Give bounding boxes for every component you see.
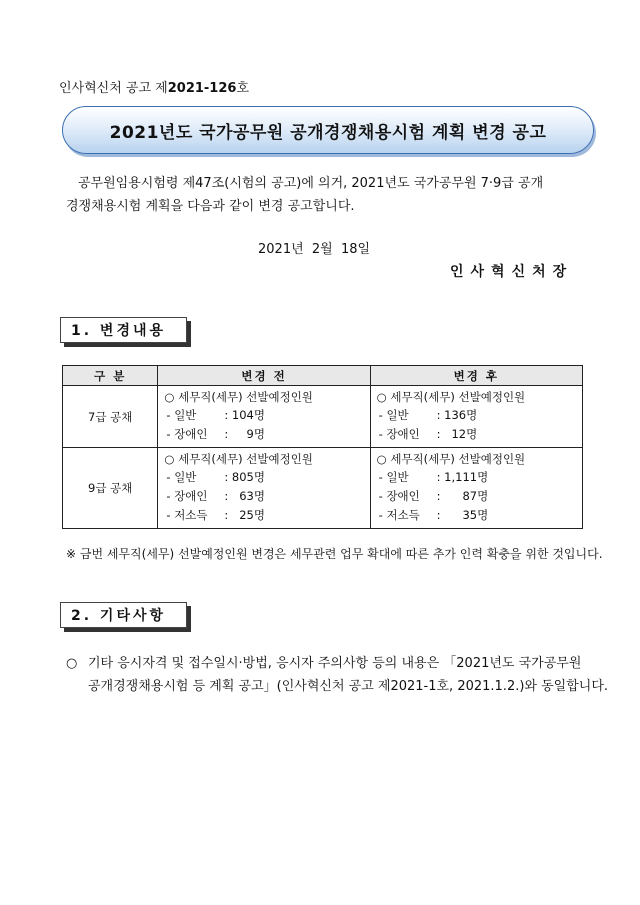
cell-title: ○ 세무직(세무) 선발예정인원: [376, 452, 526, 466]
cell-title: ○ 세무직(세무) 선발예정인원: [376, 390, 526, 404]
intro-paragraph: [66, 172, 586, 218]
section-1-heading: [60, 317, 187, 343]
table-footnote: ※ 금번 세무직(세무) 선발예정인원 변경은 세무관련 업무 확대에 따른 추가 인력 확충을 위한 것입니다.: [66, 547, 603, 561]
item-label: - 일반: [166, 470, 197, 484]
list-item: [164, 425, 363, 444]
table-row: [63, 386, 583, 448]
header-category: 구 분: [63, 366, 158, 386]
item-value: : 25명: [224, 508, 265, 522]
bullet-icon: ○: [66, 656, 78, 671]
section-2-heading: [60, 602, 187, 628]
intro-line-2: 경쟁채용시험 계획을 다음과 같이 변경 공고합니다.: [66, 199, 355, 214]
item-label: - 저소득: [166, 508, 208, 522]
item-value: : 35명: [436, 508, 489, 522]
before-cell: [158, 386, 370, 448]
list-item: [377, 506, 576, 525]
list-item: [377, 468, 576, 487]
list-item: [164, 506, 363, 525]
item-value: : 1,111명: [436, 470, 489, 484]
cell-title: ○ 세무직(세무) 선발예정인원: [164, 390, 313, 404]
item-label: - 장애인: [166, 489, 208, 503]
item-label: - 일반: [166, 408, 197, 422]
item-label: - 일반: [378, 470, 409, 484]
section-2-heading-text: 2. 기타사항: [71, 608, 167, 624]
changes-table: [62, 365, 583, 529]
item-value: : 104명: [224, 408, 265, 422]
item-label: - 일반: [378, 408, 409, 422]
item-label: - 장애인: [166, 427, 208, 441]
section-1-heading-text: 1. 변경내용: [71, 323, 167, 339]
row-category: 9급 공채: [63, 448, 158, 529]
section-2-line-1: [66, 652, 586, 675]
item-value: : 87명: [436, 489, 489, 503]
issuing-agency: 인사혁신처장: [450, 264, 574, 280]
notice-suffix: 호: [236, 81, 250, 96]
notice-number: [59, 77, 249, 96]
header-after: 변경 후: [370, 366, 582, 386]
header-before: 변경 전: [158, 366, 370, 386]
after-cell: [370, 448, 582, 529]
item-label: - 저소득: [378, 508, 420, 522]
table-row: [63, 448, 583, 529]
section-2-body: [66, 652, 609, 698]
row-category: 7급 공채: [63, 386, 158, 448]
list-item: [164, 468, 363, 487]
list-item: [377, 425, 576, 444]
list-item: [377, 487, 576, 506]
cell-title: ○ 세무직(세무) 선발예정인원: [164, 452, 313, 466]
section-2-text-2: 공개경쟁채용시험 등 계획 공고」(인사혁신처 공고 제2021-1호, 2021.1.2.)와 동일합니다.: [88, 679, 609, 694]
list-item: [164, 406, 363, 425]
section-2-text-1: 기타 응시자격 및 접수일시·방법, 응시자 주의사항 등의 내용은 「2021년도 국가공무원: [88, 656, 582, 671]
item-value: : 63명: [224, 489, 265, 503]
list-item: [377, 406, 576, 425]
after-cell: [370, 386, 582, 448]
notice-number-value: 2021-126: [167, 81, 237, 96]
item-value: : 12명: [436, 427, 478, 441]
intro-line-1: 공무원임용시험령 제47조(시험의 공고)에 의거, 2021년도 국가공무원 7·9급 공개: [78, 176, 544, 191]
item-value: : 136명: [436, 408, 478, 422]
item-label: - 장애인: [378, 427, 420, 441]
before-cell: [158, 448, 370, 529]
table-header-row: [63, 366, 583, 386]
document-title: 2021년도 국가공무원 공개경쟁채용시험 계획 변경 공고: [109, 122, 547, 143]
item-value: : 805명: [224, 470, 265, 484]
item-label: - 장애인: [378, 489, 420, 503]
document-title-banner: [62, 106, 594, 154]
item-value: : 9명: [224, 427, 265, 441]
notice-prefix: 인사혁신처 공고 제: [59, 81, 168, 96]
notice-date: 2021년 2월 18일: [258, 242, 371, 257]
list-item: [164, 487, 363, 506]
